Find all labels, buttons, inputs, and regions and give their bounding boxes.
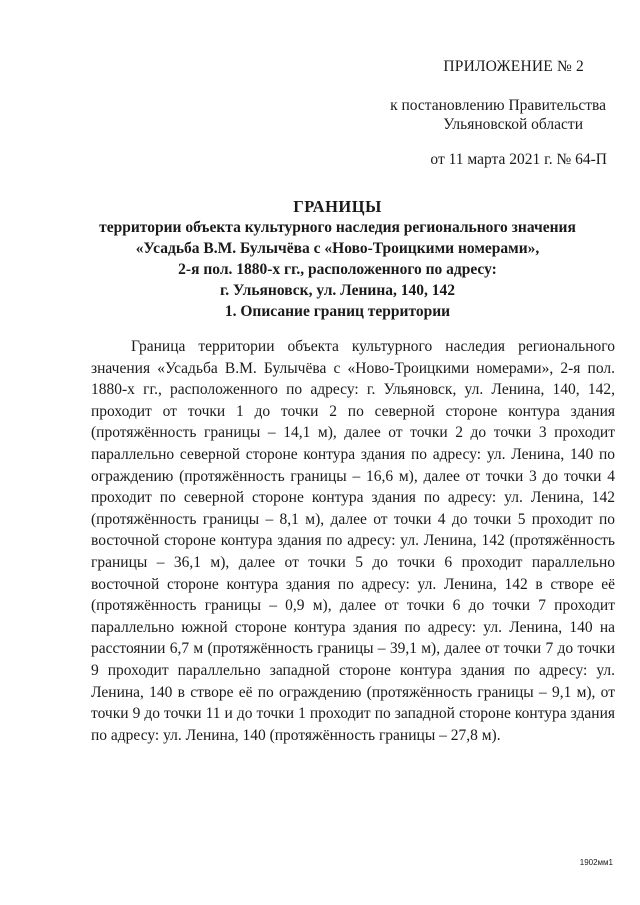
approval-line-2: Ульяновской области bbox=[443, 116, 583, 133]
header-line-3: 2-я пол. 1880-х гг., расположенного по адресу: bbox=[178, 261, 497, 278]
body-paragraph: Граница территории объекта культурного наследия регионального значения «Усадьба В.М. Булычёва с «Ново-Троицкими номерами», 2-я пол. 1880-х гг., расположенного по адресу: г. Ульяновск, ул. Ленина, 140, 142, проходит от точки 1 до точки 2 по северной стороне контура здания (протяжённость границы – 14,1 м), далее от точки 2 до точки 3 проходит параллельно северной стороне контура здания по адресу: ул. Ленина, 140 по ограждению (протяжённость границы – 16,6 м), далее от точки 3 до точки 4 проходит по северной стороне контура здания по адресу: ул. Ленина, 142 (протяжённость границы – 8,1 м), далее от точки 4 до точки 5 проходит по восточной стороне контура здания по адресу: ул. Ленина, 142 (протяжённость границы – 36,1 м), далее от точки 5 до точки 6 проходит параллельно восточной стороне контура здания по адресу: ул. Ленина, 142 в створе её (протяжённость границы – 0,9 м), далее от точки 6 до точки 7 проходит параллельно южной стороне контура здания по адресу: ул. Ленина, 140 на расстоянии 6,7 м (протяжённость границы – 39,1 м), далее от точки 7 до точки 9 проходит параллельно западной стороне контура здания по адресу: ул. Ленина, 140 в створе её по ограждению (протяжённость границы – 9,1 м), от точки 9 до точки 11 и до точки 1 проходит по западной стороне контура здания по адресу: ул. Ленина, 140 (протяжённость границы – 27,8 м). bbox=[91, 338, 615, 744]
footer-code: 1902мм1 bbox=[579, 858, 613, 867]
decree-reference: от 11 марта 2021 г. № 64-П bbox=[430, 151, 607, 168]
document-header bbox=[60, 196, 615, 301]
header-line-1: территории объекта культурного наследия регионального значения bbox=[99, 219, 576, 236]
appendix-label: ПРИЛОЖЕНИЕ № 2 bbox=[443, 58, 584, 75]
section-heading: 1. Описание границ территории bbox=[224, 303, 451, 320]
document-title: ГРАНИЦЫ bbox=[293, 197, 382, 216]
approval-block bbox=[346, 96, 606, 134]
header-line-4: г. Ульяновск, ул. Ленина, 140, 142 bbox=[219, 282, 456, 299]
header-line-2: «Усадьба В.М. Булычёва с «Ново-Троицкими номерами», bbox=[135, 240, 540, 257]
approval-line-1: к постановлению Правительства bbox=[390, 97, 606, 114]
